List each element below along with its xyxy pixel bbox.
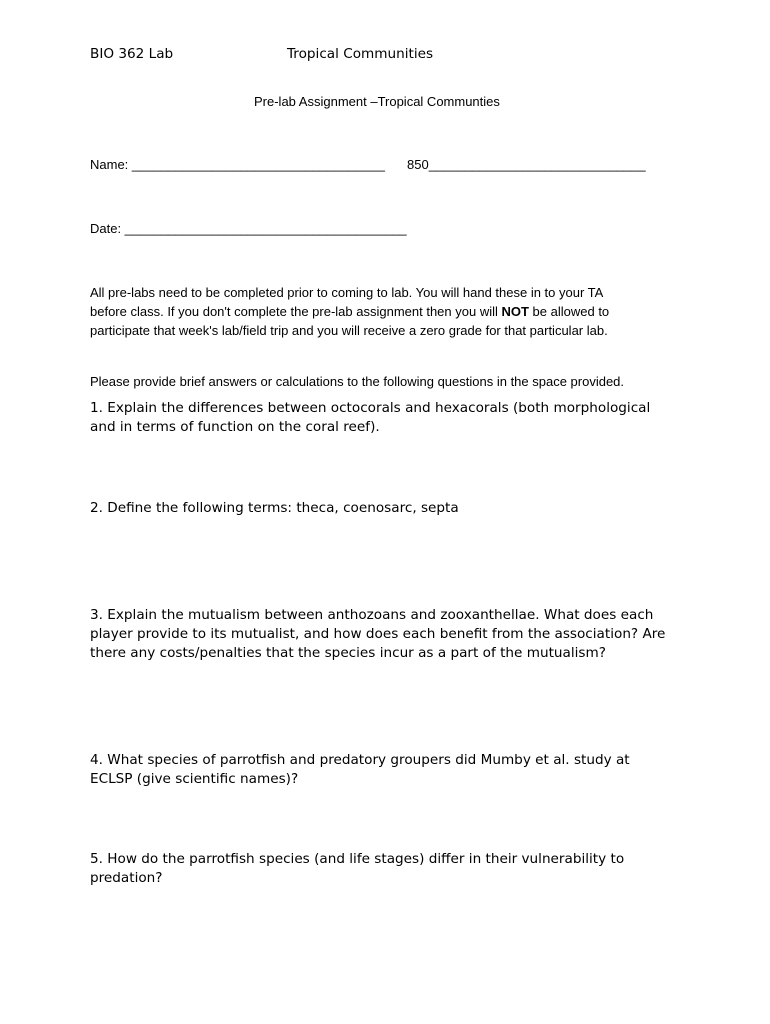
date-field [90,221,407,236]
name-label: Name: ___________________________________ [90,157,385,172]
answer-note: Please provide brief answers or calculations to the following questions in the space provided. [90,374,625,389]
instructions-emphasis: NOT [501,304,529,319]
instructions-paragraph [90,283,690,340]
topic-header: Tropical Communities [287,46,434,62]
question-5: 5. How do the parrotfish species (and life stages) differ in their vulnerability to predation? [90,851,625,886]
course-header: BIO 362 Lab [90,46,174,62]
instructions-line-2 [90,302,690,321]
name-field [90,157,385,172]
id-label: 850______________________________ [407,157,646,172]
instructions-line-3: participate that week's lab/field trip and you will receive a zero grade for that particular lab. [90,323,608,338]
instructions-line-2-pre: before class. If you don't complete the pre-lab assignment then you will [90,304,502,319]
question-1: 1. Explain the differences between octocorals and hexacorals (both morphological and in terms of function on the coral reef). [90,400,651,435]
instructions-line-2-post: be allowed to [528,304,610,319]
question-3: 3. Explain the mutualism between anthozoans and zooxanthellae. What does each player provide to its mutualist, and how does each benefit from the association? Are there any costs/penalties that the species incur as a part of the mutualism? [90,607,666,661]
id-field [407,157,646,172]
question-2: 2. Define the following terms: theca, coenosarc, septa [90,500,459,516]
question-4: 4. What species of parrotfish and predatory groupers did Mumby et al. study at ECLSP (give scientific names)? [90,752,630,787]
page-title: Pre-lab Assignment –Tropical Communties [254,94,500,109]
date-label: Date: _______________________________________ [90,221,407,236]
instructions-line-1: All pre-labs need to be completed prior to coming to lab. You will hand these in to your TA [90,285,604,300]
